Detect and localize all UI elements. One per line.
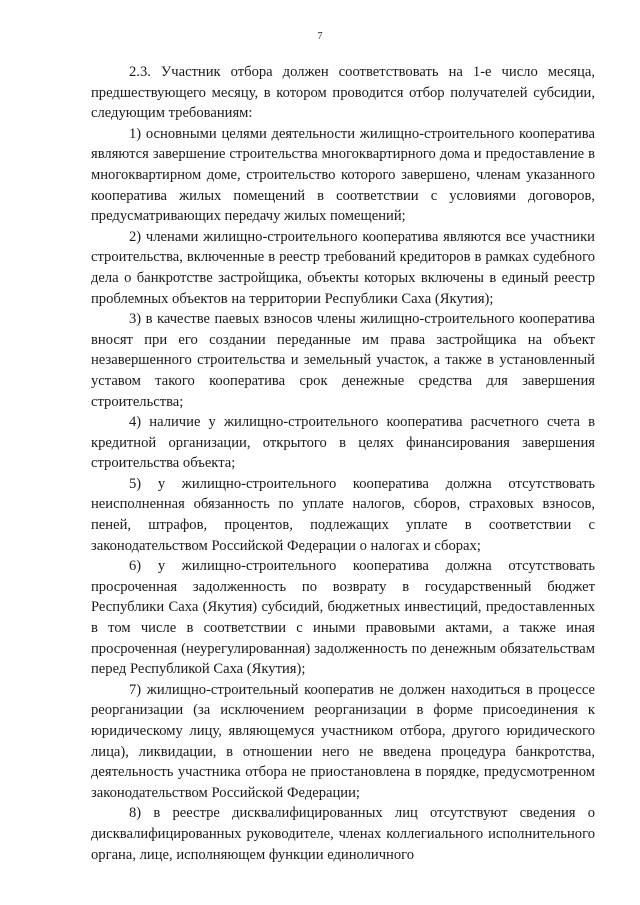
document-body [91,62,595,865]
paragraph-2-3: 2.3. Участник отбора должен соответствовать на 1-е число месяца, предшествующего месяцу, в котором проводится отбор получателей субсидии, следующим требованиям: [91,64,595,122]
list-item-7: 7) жилищно-строительный кооператив не должен находиться в процессе реорганизации (за исключением реорганизации в форме присоединения к юридическому лицу, являющемуся участником отбора, другого юридического лица), ликвидации, в отношении него не введена процедура банкротства, деятельность участника отбора не приостановлена в порядке, предусмотренном законодательством Российской Федерации; [91,681,595,801]
list-item-8: 8) в реестре дисквалифицированных лиц отсутствуют сведения о дисквалифицированных руководителе, членах коллегиального исполнительного органа, лице, исполняющем функции единоличного [91,805,595,863]
list-item-3: 3) в качестве паевых взносов члены жилищно-строительного кооператива вносят при его создании переданные им права застройщика на объект незавершенного строительства и земельный участок, а также в установленный уставом такого кооператива срок денежные средства для завершения строительства; [91,311,595,410]
list-item-1: 1) основными целями деятельности жилищно-строительного кооператива являются завершение строительства многоквартирного дома и предоставление в многоквартирном доме, строительство которого завершено, членам указанного кооператива жилых помещений в соответствии с условиями договоров, предусматривающих передачу жилых помещений; [91,125,595,225]
page-number: 7 [317,31,323,42]
list-item-4: 4) наличие у жилищно-строительного кооператива расчетного счета в кредитной организации, открытого в целях финансирования завершения строительства объекта; [91,414,595,472]
list-item-6: 6) у жилищно-строительного кооператива должна отсутствовать просроченная задолженность по возврату в государственный бюджет Республики Саха (Якутия) субсидий, бюджетных инвестиций, предоставленных в том числе в соответствии с иными правовыми актами, а также иная просроченная (неурегулированная) задолженность по денежным обязательствам перед Республикой Саха (Якутия); [91,558,595,678]
list-item-2: 2) членами жилищно-строительного кооператива являются все участники строительства, включенные в реестр требований кредиторов в рамках судебного дела о банкротстве застройщика, объекты которых включены в единый реестр проблемных объектов на территории Республики Саха (Якутия); [91,228,595,307]
list-item-5: 5) у жилищно-строительного кооператива должна отсутствовать неисполненная обязанность по уплате налогов, сборов, страховых взносов, пеней, штрафов, процентов, подлежащих уплате в соответствии с законодательством Российской Федерации о налогах и сборах; [91,475,595,554]
